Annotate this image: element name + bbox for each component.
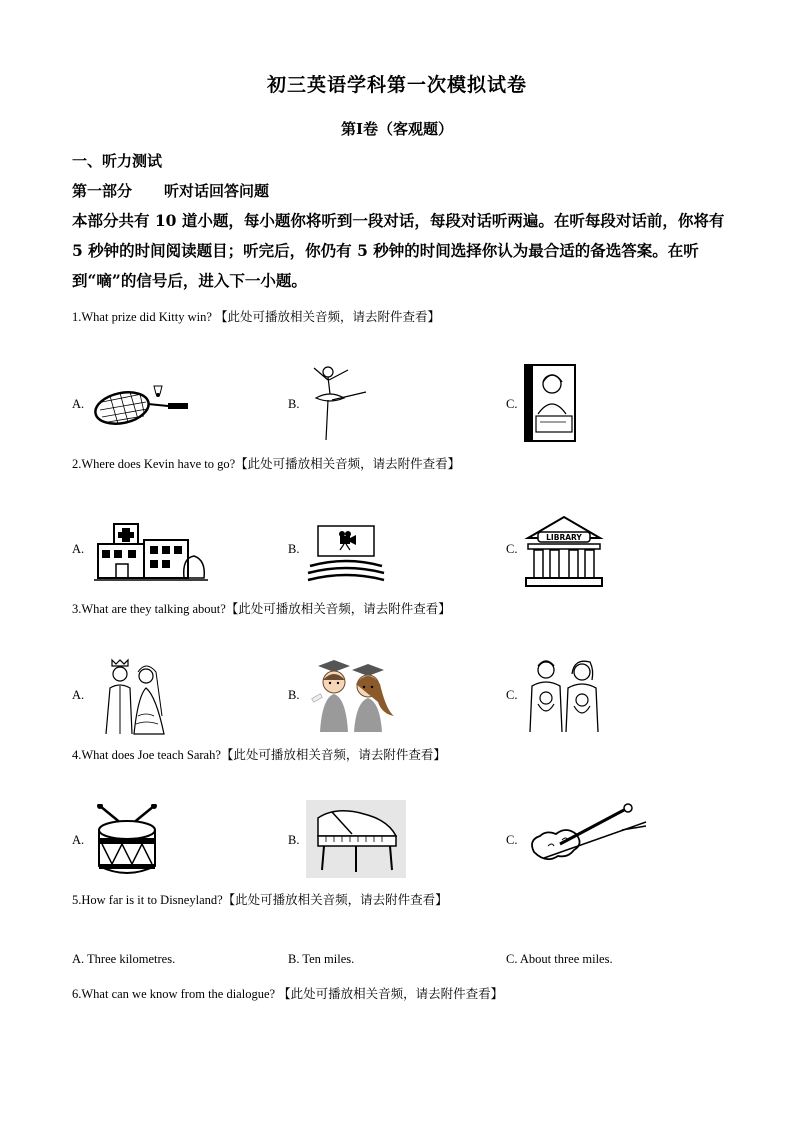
section-heading: 一、听力测试 [72, 152, 163, 170]
q3-option-b[interactable]: B. [288, 688, 300, 702]
q4-option-a[interactable]: A. [72, 833, 85, 847]
q2-option-b[interactable]: B. [288, 542, 300, 556]
q3-option-c[interactable]: C. [506, 688, 518, 702]
q1-option-b[interactable]: B. [288, 397, 300, 411]
violin-icon [524, 800, 648, 870]
girl-writing-icon [524, 364, 576, 442]
badminton-racket-icon [92, 380, 192, 430]
q3-option-a[interactable]: A. [72, 688, 85, 702]
q4-option-b[interactable]: B. [288, 833, 300, 847]
library-sign: LIBRARY [546, 533, 582, 542]
part-title: 第一部分 [72, 182, 133, 200]
question-5: 5.How far is it to Disneyland?【此处可播放相关音频，请去附件查看】 [72, 893, 448, 907]
q2-option-c[interactable]: C. [506, 542, 518, 556]
library-icon [524, 514, 604, 588]
drum-icon [94, 804, 160, 878]
q5-option-b[interactable]: B. Ten miles. [288, 952, 355, 966]
section-intro: 本部分共有 10 道小题，每小题你将听到一段对话，每段对话听两遍。在听每段对话前，你将有 5 秒钟的时间阅读题目；听完后，你仍有 5 秒钟的时间选择你认为最合适的备选答案。在听到“嘀”的信号后，进入下一小题。 [72, 211, 725, 290]
question-4: 4.What does Joe teach Sarah?【此处可播放相关音频，请去附件查看】 [72, 748, 446, 762]
hospital-icon [94, 520, 208, 586]
part-title-row [72, 180, 269, 201]
parents-with-babies-icon [524, 656, 604, 734]
q1-option-c[interactable]: C. [506, 397, 518, 411]
ballet-dancer-icon [306, 362, 376, 442]
part-name: 听对话回答问题 [164, 182, 270, 200]
q4-option-c[interactable]: C. [506, 833, 518, 847]
q1-option-a[interactable]: A. [72, 397, 85, 411]
q2-option-a[interactable]: A. [72, 542, 85, 556]
graduation-couple-icon [306, 654, 398, 734]
question-2: 2.Where does Kevin have to go?【此处可播放相关音频，请去附件查看】 [72, 457, 461, 471]
question-3: 3.What are they talking about?【此处可播放相关音频，请去附件查看】 [72, 602, 451, 616]
volume-title: 第Ⅰ卷（客观题） [340, 120, 454, 138]
page-title: 初三英语学科第一次模拟试卷 [266, 74, 527, 96]
wedding-couple-icon [98, 656, 170, 736]
cinema-icon [306, 524, 386, 584]
question-6: 6.What can we know from the dialogue? 【此处可播放相关音频，请去附件查看】 [72, 987, 504, 1001]
q5-option-a[interactable]: A. Three kilometres. [72, 952, 176, 966]
q5-option-c[interactable]: C. About three miles. [506, 952, 613, 966]
piano-icon [306, 800, 406, 878]
question-1: 1.What prize did Kitty win? 【此处可播放相关音频，请去附件查看】 [72, 310, 441, 324]
